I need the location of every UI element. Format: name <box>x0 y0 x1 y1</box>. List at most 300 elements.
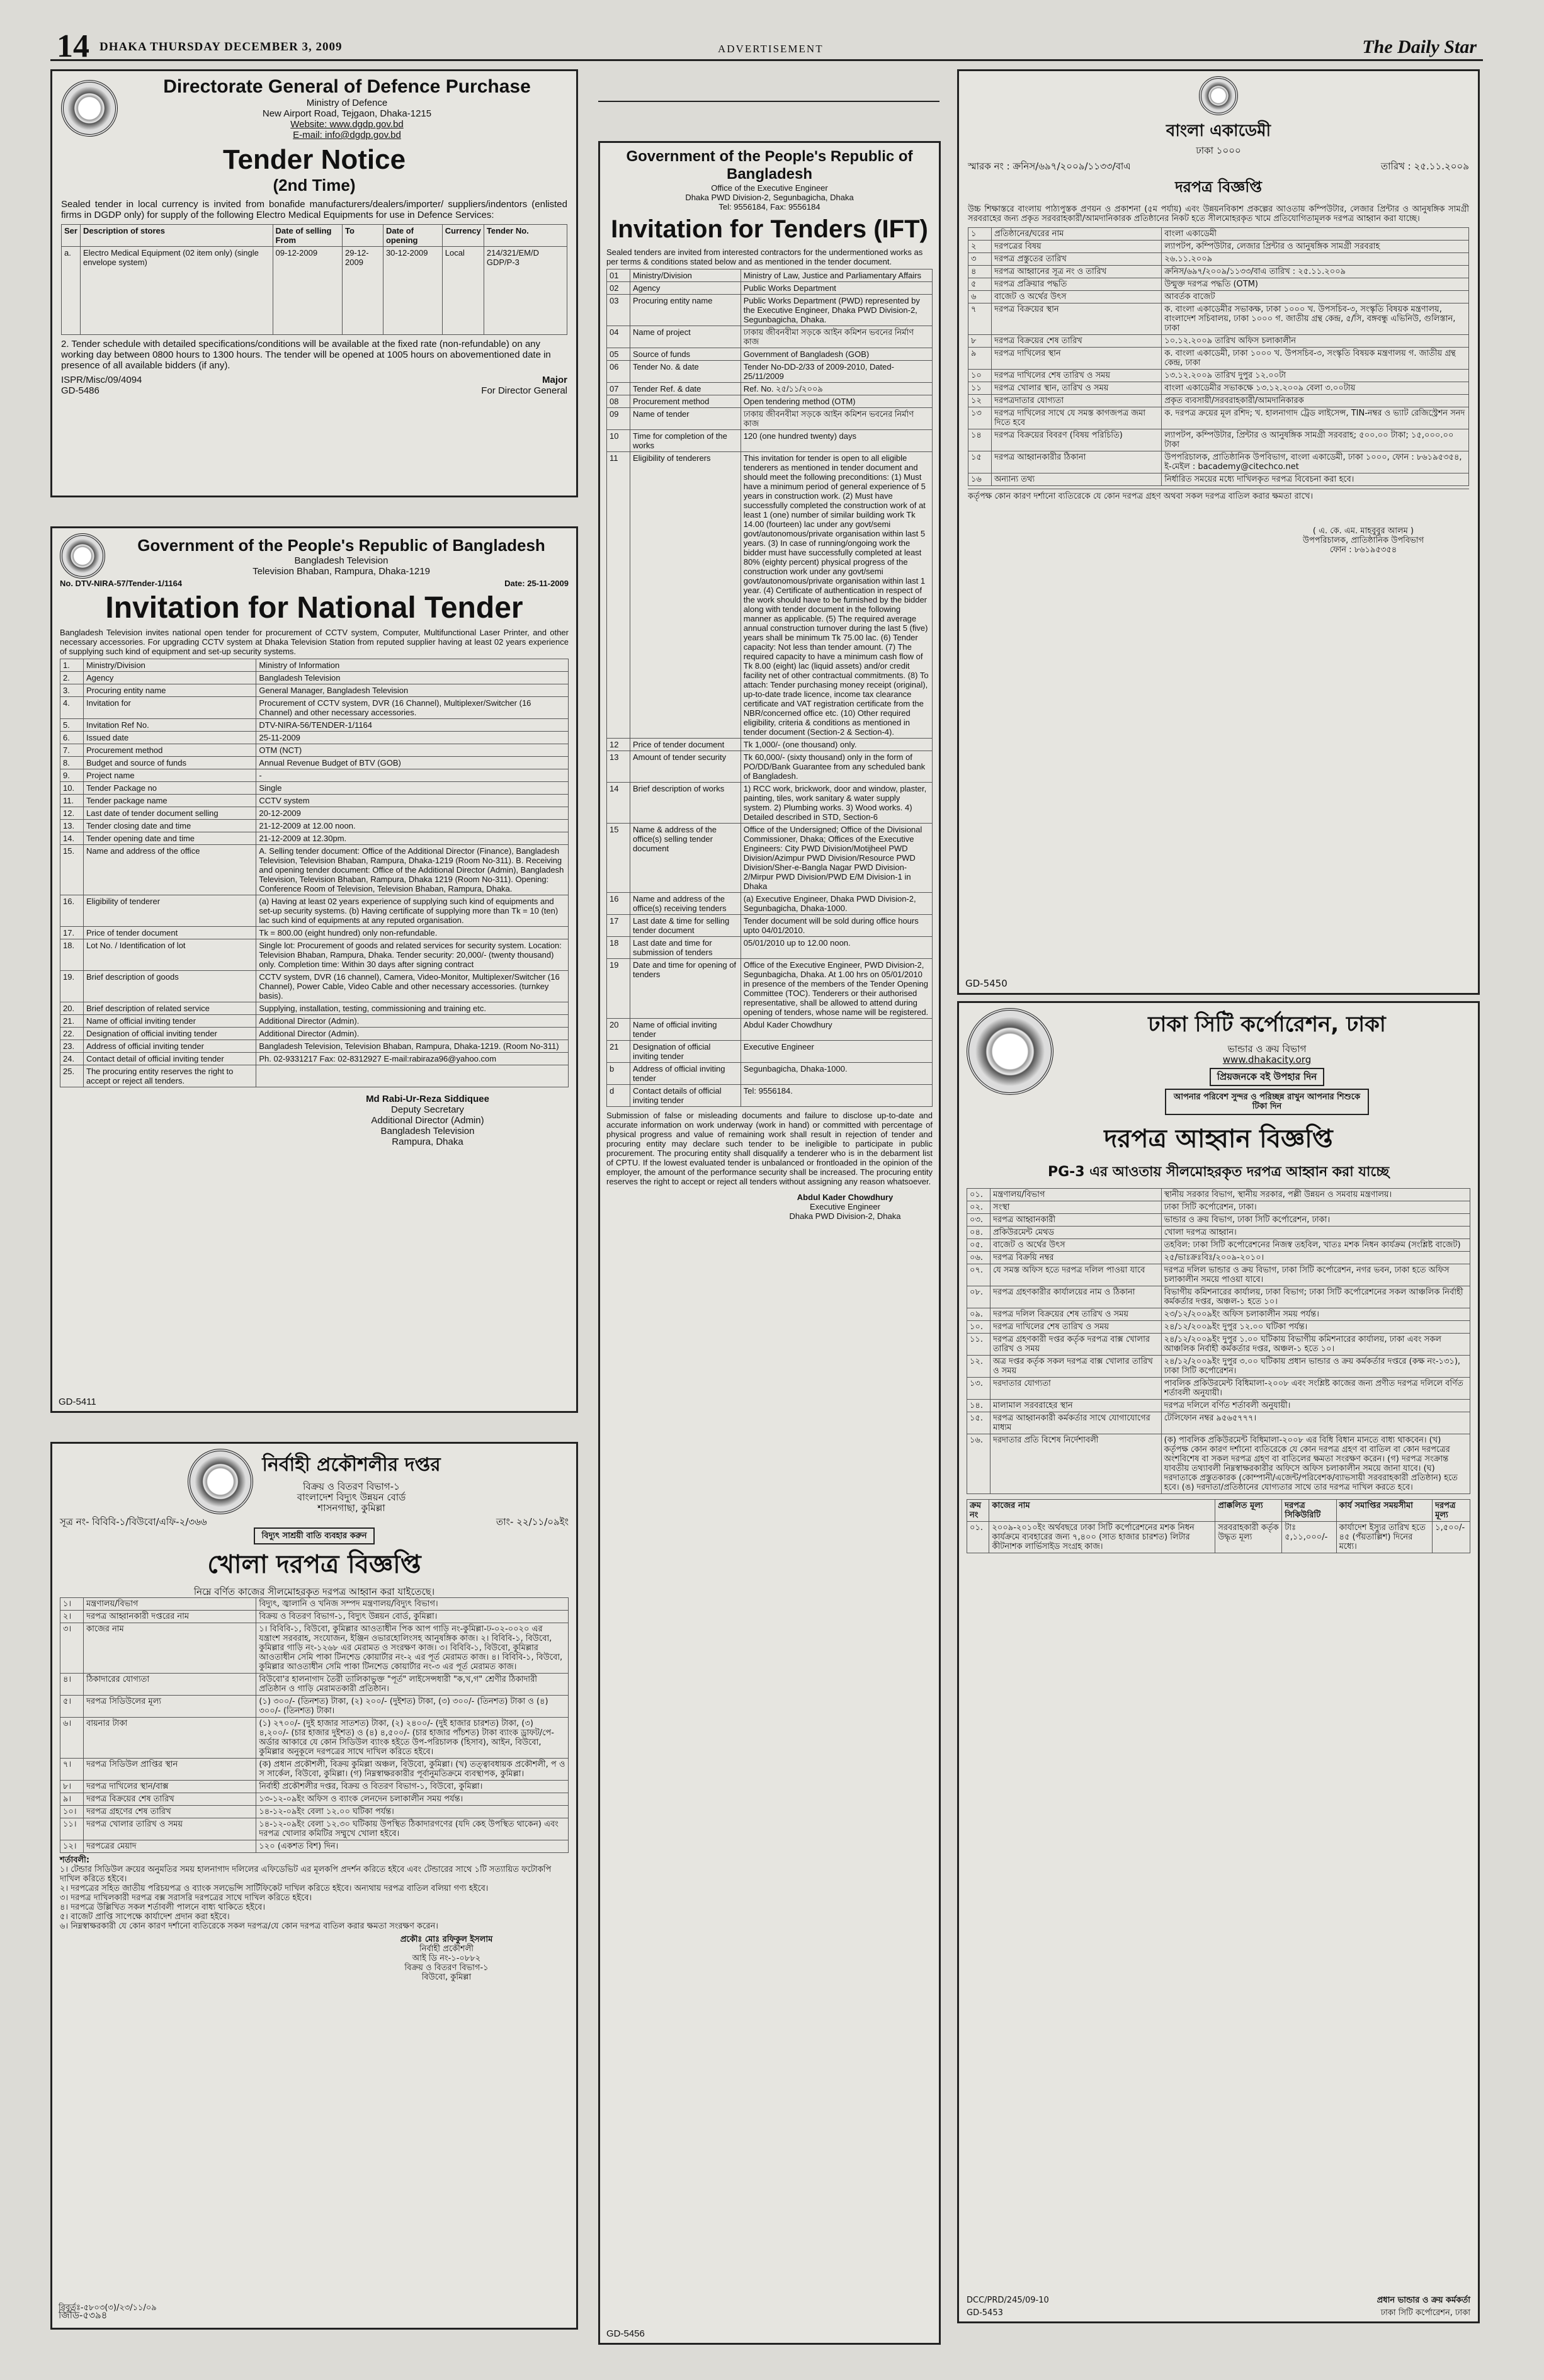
table-cell: দরপত্র আহ্বানকারী <box>991 1214 1162 1227</box>
table-cell: 21-12-2009 at 12.30pm. <box>256 832 569 845</box>
ddp-note: 2. Tender schedule with detailed specifications/conditions will be available at the fixed rate (non-refundable) on any working day between 0800 hours to 1300 hours. The tender will be opened at 1005 hours on abovementioned date in presence of all available bidders (if any). <box>61 339 551 371</box>
td: a. <box>62 247 81 335</box>
th: ক্রম নং <box>967 1500 989 1522</box>
table-cell: Additional Director (Admin). <box>256 1028 569 1040</box>
table-cell: This invitation for tender is open to all eligible tenderers as mentioned in tender document and should meet the following preconditions: (1) Must have a minimum period of general experience of 5 years in construction work. (2) Must have successfully completed the construction work of at least 1 (one) number of similar building work Tk 14.00 (fourteen) lac under any govt/semi govt/autonomous/private organisation within last 5 years. (3) In case of running/ongoing work the bidder must have successfully completed at least 80% (eighty percent) physical progress of the construction work under any govt/semi govt/autonomous/private organisation within last 1 year. (4) Certificate of authentication in respect of the work should have to be furnished by the bidder along with tender document in the following manner as applicable. (5) The required average annual construction turnover during the last 5 (five) years shall be minimum Tk 75.00 lac. (6) Tender capacity: Not less than tender amount. (7) The required capacity to have a minimum cash flow of Tk 8.00 (eight) lac (liquid assets) and/or credit facility net of other contractual commitments. (8) To attach: Tender purchasing money receipt (original), up-to-date trade licence, income tax clearance certificate and VAT registration certificate from the NBR/concerned office etc. (10) Other required eligibility, criteria & conditions as mentioned in tender document (Section-2 & Section-4). <box>741 452 932 739</box>
table-cell: সংস্থা <box>991 1201 1162 1214</box>
academy-memo: স্মারক নং : ক্রনিস/৬৯৭/২০০৯/১১৩৩/বাএ <box>968 161 1131 172</box>
table-cell: 21 <box>607 1041 630 1063</box>
dcc-heading: দরপত্র আহ্বান বিজ্ঞপ্তি <box>1104 1125 1333 1153</box>
table-cell: 12 <box>607 739 630 751</box>
th: Date of opening <box>383 225 442 247</box>
ad-bangla-academy <box>957 69 1480 995</box>
table-row <box>607 361 933 383</box>
table-cell: ভান্ডার ও ক্রয় বিভাগ, ঢাকা সিটি কর্পোরেশন, ঢাকা। <box>1161 1214 1470 1227</box>
table-cell: Procurement method <box>84 744 256 757</box>
btv-signer: Rampura, Dhaka <box>392 1136 463 1147</box>
nirbahi-heading: খোলা দরপত্র বিজ্ঞপ্তি <box>207 1550 421 1579</box>
table-row <box>968 291 1469 303</box>
table-cell: বাংলা একাডেমীর সভাকক্ষে ১৩.১২.২০০৯ বেলা ৩.০০টায় <box>1162 382 1469 395</box>
table-cell: Name of tender <box>630 408 741 430</box>
nirbahi-signer: বিউবো, কুমিল্লা <box>421 1973 472 1982</box>
academy-logo-icon <box>1199 76 1238 115</box>
table-cell: 09 <box>607 408 630 430</box>
table-row <box>967 1239 1470 1252</box>
table-cell: ১৪-১২-০৯ইং বেলা ১২.৩০ ঘটিকায় উপস্থিত ঠিকাদারগণের (যদি কেহ উপস্থিত থাকেন) এবং দরপত্র খোলার কমিটির সম্মুখে খোলা হইবে। <box>256 1818 569 1840</box>
nirbahi-sub: বিক্রয় ও বিতরণ বিভাগ-১ <box>303 1481 400 1492</box>
table-cell: বাজেট ও অর্থের উৎস <box>992 291 1162 303</box>
th: দরপত্র মূল্য <box>1433 1500 1470 1522</box>
table-cell: দরপত্র খোলার স্থান, তারিখ ও সময় <box>992 382 1162 395</box>
table-cell: ১৫. <box>967 1412 991 1434</box>
ad-pwd-ift <box>598 141 941 2345</box>
table-cell: Tender Ref. & date <box>630 383 741 395</box>
table-row <box>607 915 933 937</box>
table-cell: তহবিল: ঢাকা সিটি কর্পোরেশনের নিজস্ব তহবিল, খাতঃ মশক নিধন কার্যক্রম (সংশ্লিষ্ট বাজেট) <box>1161 1239 1470 1252</box>
table-cell: দরপত্র আহ্বানকারী কর্মকর্তার সাথে যোগাযোগের মাধ্যম <box>991 1412 1162 1434</box>
table-cell: ৯। <box>60 1793 84 1806</box>
table-cell: ৬। <box>60 1718 84 1759</box>
table-row <box>968 370 1469 382</box>
table-cell: Designation of official inviting tender <box>630 1041 741 1063</box>
table-cell: ২৩/১২/২০০৯ইং অফিস চলাকালীন সময় পর্যন্ত। <box>1161 1308 1470 1321</box>
table-row <box>607 1063 933 1085</box>
table-cell: d <box>607 1085 630 1107</box>
th: Ser <box>62 225 81 247</box>
table-cell: বিক্রয় ও বিতরণ বিভাগ-১, বিদ্যুৎ উন্নয়ন বোর্ড, কুমিল্লা। <box>256 1611 569 1623</box>
table-cell: ১১. <box>967 1334 991 1356</box>
table-cell: ১১। <box>60 1818 84 1840</box>
note-item: ২। দরপত্রের সহিত জাতীয় পরিচয়পত্র ও ব্যাংক সলভেন্সি সার্টিফিকেট দাখিল করিতে হইবে। অন্যথায় দরপত্র বাতিল বলিয়া গণ্য হইবে। <box>60 1884 489 1893</box>
table-cell: Ministry of Law, Justice and Parliamentary Affairs <box>741 269 932 282</box>
table-row <box>967 1201 1470 1214</box>
bpdb-logo-icon <box>188 1449 253 1514</box>
table-cell: 1) RCC work, brickwork, door and window, plaster, painting, tiles, work sanitary & water supply system. 2) Plumbing works. 3) Wood works. 4) Detailed described in STD, Section-6 <box>741 783 932 824</box>
nirbahi-gd: জিডি-৫৩৯৪ <box>59 2309 108 2321</box>
table-cell: দরপত্র বিক্রয়ের শেষ তারিখ <box>84 1793 256 1806</box>
table-row <box>607 1041 933 1063</box>
table-row <box>60 1806 569 1818</box>
table-cell: 19 <box>607 959 630 1019</box>
table-cell: Ministry/Division <box>630 269 741 282</box>
table-cell: Ministry/Division <box>84 659 256 672</box>
table-cell: 15 <box>607 824 630 893</box>
table-cell: 120 (one hundred twenty) days <box>741 430 932 452</box>
table-cell: Procurement method <box>630 395 741 408</box>
td: 29-12-2009 <box>343 247 383 335</box>
table-cell: ০৭. <box>967 1264 991 1286</box>
table-cell: Name and address of the office <box>84 845 256 895</box>
table-cell: 25. <box>60 1065 84 1087</box>
table-row <box>60 697 569 719</box>
table-row <box>60 939 569 971</box>
dcc-dept: ভান্ডার ও ক্রয় বিভাগ <box>1227 1043 1307 1055</box>
table-cell: ক. বাংলা একাডেমী, ঢাকা ১০০০ খ. উপসচিব-৩, সংস্কৃতি বিষয়ক মন্ত্রণালয় গ. জাতীয় গ্রন্থ কেন্দ্র, ঢাকা <box>1162 348 1469 370</box>
table-cell: 12. <box>60 807 84 820</box>
table-cell: ২৫/ভাঃক্রঃবিঃ/২০০৯-২০১০। <box>1161 1252 1470 1264</box>
table-row <box>968 348 1469 370</box>
btv-date: Date: 25-11-2009 <box>504 579 569 588</box>
table-cell: 25-11-2009 <box>256 732 569 744</box>
ddp-table <box>61 224 567 335</box>
academy-signer: ফোন : ৮৬১৯৫৩৫৪ <box>1329 545 1397 555</box>
table-row <box>607 452 933 739</box>
table-cell: (a) Having at least 02 years experience of supplying such kind of equipments and set-up security systems. (b) Having certificate of supplying more than Tk = 10 (ten) lac such kind of equipments at any reputed organisation. <box>256 895 569 927</box>
td: Electro Medical Equipment (02 item only) (single envelope system) <box>80 247 273 335</box>
table-cell: ল্যাপটপ, কম্পিউটার, প্রিন্টার ও আনুষঙ্গিক সামগ্রী সরবরাহ; ৫০০.০০ টাকা; ১৫,০০০.০০ টাকা <box>1162 429 1469 451</box>
btv-signer: Deputy Secretary <box>391 1104 464 1115</box>
dcc-table <box>967 1188 1470 1494</box>
td: 214/321/EM/D GDP/P-3 <box>484 247 567 335</box>
table-cell: ১৩.১২.২০০৯ তারিখ দুপুর ১২.০০টা <box>1162 370 1469 382</box>
btv-signer: Bangladesh Television <box>380 1126 475 1136</box>
table-row <box>607 326 933 348</box>
table-cell: 23. <box>60 1040 84 1053</box>
table-cell: Address of official inviting tender <box>630 1063 741 1085</box>
table-cell: দরপত্রদাতার যোগ্যতা <box>992 395 1162 407</box>
table-row <box>60 1781 569 1793</box>
table-cell: ০১. <box>967 1189 991 1201</box>
nirbahi-signer: আই ডি নং-১-০৮৮২ <box>412 1954 481 1963</box>
table-row <box>60 659 569 672</box>
dcc-signer: প্রধান ভান্ডার ও ক্রয় কর্মকর্তা <box>1377 2296 1470 2305</box>
table-cell: Agency <box>84 672 256 684</box>
dcc-slogan: আপনার পরিবেশ সুন্দর ও পরিচ্ছন্ন রাখুন আপনার শিশুকে টিকা দিন <box>1165 1089 1369 1115</box>
table-cell: 01 <box>607 269 630 282</box>
table-cell: দরপত্র আহ্বানকারীর ঠিকানা <box>992 451 1162 473</box>
ddp-intro: Sealed tender in local currency is invited from bonafide manufacturers/dealers/importer/ suppliers/indentors (enlisted firms in DGDP only) for supply of the following Electro Medical Equipments for use in Defence Services: <box>61 199 567 220</box>
table-cell: দরপত্র আহ্বানকারী দপ্তরের নাম <box>84 1611 256 1623</box>
nirbahi-memo: সূত্র নং- বিবিবি-১/বিউবো/এফি-২/৩৬৬ <box>60 1516 207 1527</box>
pwd-line: Office of the Executive Engineer <box>711 183 828 193</box>
academy-name: বাংলা একাডেমী <box>1166 122 1271 140</box>
table-cell: ০৪. <box>967 1227 991 1239</box>
table-cell: পাবলিক প্রকিউরমেন্ট বিধিমালা-২০০৮ এবং সংশ্লিষ্ট কাজের জন্য প্রণীত দরপত্র দলিলে বর্ণিত শর্তাবলী অনুযায়ী। <box>1161 1378 1470 1400</box>
table-cell: Single lot: Procurement of goods and related services for security system. Location: Television Bhaban, Rampura, Dhaka. Tender security: 20,000/- (twenty thousand) only. Completion time: Within 30 days after signing contract <box>256 939 569 971</box>
table-row <box>607 937 933 959</box>
table-cell: দরপত্র দাখিলের স্থান/বাক্স <box>84 1781 256 1793</box>
dcc-gd: GD-5453 <box>967 2308 1003 2318</box>
table-cell: ঠিকাদারের যোগ্যতা <box>84 1674 256 1696</box>
table-row <box>607 751 933 783</box>
academy-gd: GD-5450 <box>965 978 1008 989</box>
table-cell: 06 <box>607 361 630 383</box>
btv-intro: Bangladesh Television invites national open tender for procurement of CCTV system, Computer, Multifunctional Laser Printer, and other necessary accessories. For upgrading CCTV system at Dhaka Television Station from reputed supplier having at least 02 years experience of supplying such kind of equipment and set-up security systems. <box>60 628 569 656</box>
td: 30-12-2009 <box>383 247 442 335</box>
table-cell: 16. <box>60 895 84 927</box>
table-row <box>968 253 1469 266</box>
table-row <box>60 820 569 832</box>
table-cell: দরপত্র দাখিলের স্থান <box>992 348 1162 370</box>
nirbahi-sub: বাংলাদেশ বিদ্যুৎ উন্নয়ন বোর্ড <box>297 1492 406 1503</box>
nirbahi-signer: বিক্রয় ও বিতরণ বিভাগ-১ <box>404 1963 489 1973</box>
table-cell: দরপত্র বিক্রয়ের বিবরণ (বিষয় পরিচিতি) <box>992 429 1162 451</box>
table-cell: 19. <box>60 971 84 1002</box>
table-cell: 10. <box>60 782 84 795</box>
table-cell: Bangladesh Television <box>256 672 569 684</box>
table-cell: 03 <box>607 295 630 326</box>
pwd-signer: Dhaka PWD Division-2, Dhaka <box>789 1211 901 1221</box>
btv-signer: Additional Director (Admin) <box>371 1115 484 1126</box>
table-row <box>60 832 569 845</box>
table-cell: Tender opening date and time <box>84 832 256 845</box>
table-cell: Contact details of official inviting tender <box>630 1085 741 1107</box>
table-row <box>967 1252 1470 1264</box>
table-cell: ১১ <box>968 382 992 395</box>
table-cell: Last date & time for selling tender document <box>630 915 741 937</box>
table-cell: নির্ধারিত সময়ের মধ্যে দাখিলকৃত দরপত্র বিবেচনা করা হবে। <box>1162 473 1469 486</box>
academy-intro: উচ্চ শিক্ষাস্তরে বাংলায় পাঠ্যপুস্তক প্রণয়ন ও প্রকাশনা (৫ম পর্যায়) এবং উন্নয়নবিকাশ প্রকল্পের আওতায় কম্পিউটার, লেজার প্রিন্টার ও আনুষঙ্গিক সামগ্রী সরবরাহের জন্য প্রকৃত সরবরাহকারী/আমদানিকারক প্রতিষ্ঠানের নিকট হতে সীলমোহরকৃত খামে প্রতিযোগিতামূলক দরপত্র আহ্বান করা যাচ্ছে। <box>968 205 1469 224</box>
table-cell: 7. <box>60 744 84 757</box>
table-cell: দরপত্র সিডিউল প্রাপ্তির স্থান <box>84 1759 256 1781</box>
table-cell: ৭ <box>968 303 992 335</box>
table-cell: ৬ <box>968 291 992 303</box>
table-cell: দরপত্র দাখিলের শেষ তারিখ ও সময় <box>992 370 1162 382</box>
table-cell: 8. <box>60 757 84 769</box>
table-cell: 11 <box>607 452 630 739</box>
table-cell: Address of official inviting tender <box>84 1040 256 1053</box>
table-cell: বিউবো'র হালনাগাদ তৈরী তালিকাভুক্ত "পূর্ত" লাইসেন্সধারী "ক,খ,গ" শ্রেণীর ঠিকাদারী প্রতিষ্ঠান ও গাড়ি মেরামতকারী প্রতিষ্ঠান। <box>256 1674 569 1696</box>
table-row <box>968 382 1469 395</box>
table-cell: Budget and source of funds <box>84 757 256 769</box>
table-cell: Eligibility of tenderer <box>84 895 256 927</box>
th: কাজের নাম <box>989 1500 1215 1522</box>
pwd-heading: Invitation for Tenders (IFT) <box>611 215 928 243</box>
table-cell: 11. <box>60 795 84 807</box>
table-row <box>607 430 933 452</box>
table-row <box>60 1696 569 1718</box>
table-cell: 13. <box>60 820 84 832</box>
table-cell: 10 <box>607 430 630 452</box>
table-cell: Invitation Ref No. <box>84 719 256 732</box>
table-cell: প্রকৃত ব্যবসায়ী/সরবরাহকারী/আমদানিকারক <box>1162 395 1469 407</box>
table-cell: Lot No. / Identification of lot <box>84 939 256 971</box>
td: 09-12-2009 <box>273 247 342 335</box>
table-row <box>967 1214 1470 1227</box>
table-row <box>968 278 1469 291</box>
nirbahi-signer: প্রকৌঃ মোঃ রফিকুল ইসলাম <box>400 1935 493 1944</box>
table-cell: (ক) পাবলিক প্রকিউরমেন্ট বিধিমালা-২০০৮ এর বিধি বিধান মানতে বাধ্য থাকবেন। (খ) কর্তৃপক্ষ কোন কারণ দর্শানো ব্যতিরেকে যে কোন দরপত্র গ্রহণ বা বাতিল বা কোন দরপত্রের অংশবিশেষ বা সকল দরপত্র গ্রহণ বা বাতিলের ক্ষমতা সংরক্ষণ করেন। (গ) দরপত্র সংক্রান্ত যাবতীয় তথ্যাবলী নিম্নস্বাক্ষরকারীর অফিসে অফিস চলাকালীন সময়ে জানা যাবে। (ঘ) দরদাতাকে প্রস্তুতকারক (কোম্পানী/এজেন্ট/পরিবেশক/ব্যাভসায়ী সরবরাহকারী প্রতিষ্ঠান) হতে হবে। (ঙ) দরদাতা/প্রতিষ্ঠানের যোগ্যতার সাথে তার দরপত্র দাখিল করতে হবে। <box>1161 1434 1470 1494</box>
th: Description of stores <box>80 225 273 247</box>
table-cell: 2. <box>60 672 84 684</box>
table-row <box>60 1028 569 1040</box>
table-cell: মন্ত্রণালয়/বিভাগ <box>991 1189 1162 1201</box>
table-cell: - <box>256 769 569 782</box>
table-cell: দরপত্র বিক্রয়ের শেষ তারিখ <box>992 335 1162 348</box>
table-cell: (a) Executive Engineer, Dhaka PWD Division-2, Segunbagicha, Dhaka-1000. <box>741 893 932 915</box>
table-cell: Project name <box>84 769 256 782</box>
table-cell: ১। <box>60 1598 84 1611</box>
table-cell: ১৬. <box>967 1434 991 1494</box>
table-cell: 20. <box>60 1002 84 1015</box>
table-row <box>968 241 1469 253</box>
table-row <box>60 1053 569 1065</box>
table-row <box>607 959 933 1019</box>
td: ০১. <box>967 1522 989 1553</box>
table-cell: 21-12-2009 at 12.00 noon. <box>256 820 569 832</box>
table-cell: ৮। <box>60 1781 84 1793</box>
table-row <box>60 1040 569 1053</box>
table-cell: CCTV system <box>256 795 569 807</box>
table-cell: Procuring entity name <box>84 684 256 697</box>
table-row <box>967 1400 1470 1412</box>
ddp-heading: Tender Notice <box>222 144 406 175</box>
table-cell: 1. <box>60 659 84 672</box>
table-cell: DTV-NIRA-56/TENDER-1/1164 <box>256 719 569 732</box>
table-cell: নির্বাহী প্রকৌশলীর দপ্তর, বিক্রয় ও বিতরণ বিভাগ-১, বিউবো, কুমিল্লা। <box>256 1781 569 1793</box>
pwd-footnote: Submission of false or misleading documents and failure to disclose up-to-date and accurate information on work underway (work in hand) or committed with percentage of physical progress and value of remaining work shall result in rejection of tender and procuring entity may declare such tender to be ineligible to participate in public procurement. The procuring entity shall disqualify a tenderer who is in the debarment list of CPTU. If the lowest evaluated tender is unbalanced or frontloaded in the opinion of the employer, the amount of the performance security shall be increased. The procuring entity reserves the right to accept or reject all tenders without assigning any reason whatsoever. <box>606 1111 933 1186</box>
table-cell: ৭। <box>60 1759 84 1781</box>
table-row <box>60 1015 569 1028</box>
table-cell: ০৫. <box>967 1239 991 1252</box>
table-cell: Abdul Kader Chowdhury <box>741 1019 932 1041</box>
table-row <box>967 1434 1470 1494</box>
table-cell: ১৬ <box>968 473 992 486</box>
table-cell: ৫ <box>968 278 992 291</box>
table-cell: Name of official inviting tender <box>84 1015 256 1028</box>
table-row <box>60 1611 569 1623</box>
table-row <box>607 824 933 893</box>
table-cell: দরদাতার প্রতি বিশেষ নির্দেশাবলী <box>991 1434 1162 1494</box>
table-cell: ১০.১২.২০০৯ তারিখ অফিস চলাকালীন <box>1162 335 1469 348</box>
table-cell: Contact detail of official inviting tender <box>84 1053 256 1065</box>
academy-footer: কর্তৃপক্ষ কোন কারণ দর্শানো ব্যতিরেকে যে কোন দরপত্র গ্রহণ অথবা সকল দরপত্র বাতিল করার ক্ষমতা রাখে। <box>968 489 1469 501</box>
table-cell: মন্ত্রণালয়/বিভাগ <box>84 1598 256 1611</box>
table-cell: উন্মুক্ত দরপত্র পদ্ধতি (OTM) <box>1162 278 1469 291</box>
table-cell: Price of tender document <box>84 927 256 939</box>
table-cell: আবর্তক বাজেট <box>1162 291 1469 303</box>
table-cell: OTM (NCT) <box>256 744 569 757</box>
table-cell: 21. <box>60 1015 84 1028</box>
table-cell: Tender Package no <box>84 782 256 795</box>
table-cell: ২ <box>968 241 992 253</box>
table-row <box>967 1334 1470 1356</box>
table-cell: 05/01/2010 up to 12.00 noon. <box>741 937 932 959</box>
table-cell: স্থানীয় সরকার বিভাগ, স্থানীয় সরকার, পল্লী উন্নয়ন ও সমবায় মন্ত্রণালয়। <box>1161 1189 1470 1201</box>
table-row <box>60 1598 569 1611</box>
table-cell: ক. বাংলা একাডেমীর সভাকক্ষ, ঢাকা ১০০০ খ. উপসচিব-৩, সংস্কৃতি বিষয়ক মন্ত্রণালয়, বাংলাদেশ সচিবালয়, ঢাকা ১০০০ গ. জাতীয় গ্রন্থ কেন্দ্র, ৫/সি, বঙ্গবন্ধু এভিনিউ, গুলিস্তান, ঢাকা <box>1162 303 1469 335</box>
table-cell: Brief description of works <box>630 783 741 824</box>
table-row <box>607 783 933 824</box>
table-cell: ক. দরপত্র ক্রয়ের মূল রশিদ; খ. হালনাগাদ ট্রেড লাইসেন্স, TIN-নম্বর ও ভ্যাট রেজিস্ট্রেশন সনদ <box>1162 407 1469 429</box>
table-cell: খোলা দরপত্র আহ্বান। <box>1161 1227 1470 1239</box>
dcc-signer: ঢাকা সিটি কর্পোরেশন, ঢাকা <box>1380 2308 1470 2318</box>
table-cell: দরপত্র গ্রহণের শেষ তারিখ <box>84 1806 256 1818</box>
table-cell: ১২। <box>60 1840 84 1853</box>
table-cell: বাজেট ও অর্থের উৎস <box>991 1239 1162 1252</box>
table-row <box>60 807 569 820</box>
btv-no: No. DTV-NIRA-57/Tender-1/1164 <box>60 579 183 588</box>
dcc-items-table <box>967 1499 1470 1553</box>
ad-btv-tender <box>50 526 578 1413</box>
table-cell: Last date of tender document selling <box>84 807 256 820</box>
table-cell: ২। <box>60 1611 84 1623</box>
table-cell: ঢাকায় জীবনবীমা সড়কে আইন কমিশন ভবনের নির্মাণ কাজ <box>741 408 932 430</box>
dcc-slogan: প্রিয়জনকে বই উপহার দিন <box>1210 1068 1325 1086</box>
table-cell: 18. <box>60 939 84 971</box>
btv-govt: Government of the People's Republic of Bangladesh <box>137 535 545 555</box>
table-cell: Name & address of the office(s) selling tender document <box>630 824 741 893</box>
table-cell: General Manager, Bangladesh Television <box>256 684 569 697</box>
th: Currency <box>442 225 484 247</box>
table-cell: Brief description of goods <box>84 971 256 1002</box>
table-cell: দরপত্র দাখিলের সাথে যে সমস্ত কাগজপত্র জমা দিতে হবে <box>992 407 1162 429</box>
table-row <box>60 1759 569 1781</box>
table-cell: 02 <box>607 282 630 295</box>
ddp-title: Directorate General of Defence Purchase <box>163 76 531 97</box>
table-row <box>968 335 1469 348</box>
ddp-ref: ISPR/Misc/09/4094 <box>61 375 142 385</box>
academy-signer: ( এ. কে. এম. মাহবুবুর আলম ) <box>1312 526 1414 536</box>
table-cell: ৩ <box>968 253 992 266</box>
table-cell: ১২ <box>968 395 992 407</box>
table-row <box>607 1019 933 1041</box>
btv-org: Bangladesh Television <box>294 555 389 566</box>
ad-dhaka-city-corporation <box>957 1001 1480 2323</box>
table-cell: b <box>607 1063 630 1085</box>
ddp-subheading: (2nd Time) <box>273 176 356 195</box>
table-row <box>968 451 1469 473</box>
table-row <box>968 228 1469 241</box>
dcc-logo-icon <box>967 1008 1053 1095</box>
table-cell: মালামাল সরবরাহের স্থান <box>991 1400 1162 1412</box>
academy-signer: উপপরিচালক, প্রাতিষ্ঠানিক উপবিভাগ <box>1302 536 1424 545</box>
table-cell: দরদাতার যোগ্যতা <box>991 1378 1162 1400</box>
ddp-email[interactable]: E-mail: info@dgdp.gov.bd <box>293 130 401 140</box>
table-cell: Tender closing date and time <box>84 820 256 832</box>
table-cell: Executive Engineer <box>741 1041 932 1063</box>
table-cell: 14. <box>60 832 84 845</box>
table-row <box>967 1227 1470 1239</box>
table-cell: দরপত্র আহ্বানের সূত্র নং ও তারিখ <box>992 266 1162 278</box>
ddp-signer: For Director General <box>481 385 567 396</box>
table-cell: Tel: 9556184. <box>741 1085 932 1107</box>
th: দরপত্র সিকিউরিটি <box>1282 1500 1336 1522</box>
ad-pdb-tender <box>50 1442 578 2330</box>
nirbahi-sub: শাসনগাছা, কুমিল্লা <box>317 1502 385 1514</box>
table-cell: 08 <box>607 395 630 408</box>
table-cell: ১ <box>968 228 992 241</box>
dgdp-emblem-icon <box>61 80 118 137</box>
dcc-website[interactable]: www.dhakacity.org <box>1222 1054 1312 1065</box>
table-cell: ১০ <box>968 370 992 382</box>
table-cell: ১৪-১২-০৯ইং বেলা ১২.০০ ঘটিকা পর্যন্ত। <box>256 1806 569 1818</box>
table-cell: Supplying, installation, testing, commissioning and training etc. <box>256 1002 569 1015</box>
table-cell: ল্যাপটপ, কম্পিউটার, লেজার প্রিন্টার ও আনুষঙ্গিক সামগ্রী সরবরাহ <box>1162 241 1469 253</box>
table-cell: Tk 1,000/- (one thousand) only. <box>741 739 932 751</box>
table-cell: Tender document will be sold during office hours upto 04/01/2010. <box>741 915 932 937</box>
table-cell: Office of the Undersigned; Office of the Divisional Commissioner, Dhaka; Offices of the Executive Engineers: City PWD Division/Motijheel PWD Division/Azimpur PWD Division/Resource PWD Division/Sher-e-Bangla Nagar PWD Division-2/Mirpur PWD Division/PWD E/M Division-1 in Dhaka <box>741 824 932 893</box>
table-cell: ২৪/১২/২০০৯ইং দুপুর ১২.০০ ঘটিকা পর্যন্ত। <box>1161 1321 1470 1334</box>
table-cell: দরপত্র দলিল বিক্রয়ের শেষ তারিখ ও সময় <box>991 1308 1162 1321</box>
table-cell: Public Works Department <box>741 282 932 295</box>
table-cell: 4. <box>60 697 84 719</box>
table-cell: 9. <box>60 769 84 782</box>
table-row <box>967 1356 1470 1378</box>
table-cell: দরপত্র প্রক্রিয়ার পদ্ধতি <box>992 278 1162 291</box>
table-cell: Date and time for opening of tenders <box>630 959 741 1019</box>
table-cell: Procuring entity name <box>630 295 741 326</box>
table-cell: Public Works Department (PWD) represented by the Executive Engineer, Dhaka PWD Division-2, Segunbagicha, Dhaka. <box>741 295 932 326</box>
table-row <box>968 266 1469 278</box>
table-cell: দরপত্র দাখিলের শেষ তারিখ ও সময় <box>991 1321 1162 1334</box>
table-cell: 20-12-2009 <box>256 807 569 820</box>
ddp-website[interactable]: Website: www.dgdp.gov.bd <box>290 119 404 130</box>
table-row <box>968 395 1469 407</box>
table-cell: Procurement of CCTV system, DVR (16 Channel), Multiplexer/Switcher (16 Channel) and other necessary accessories. <box>256 697 569 719</box>
btv-addr: Television Bhaban, Rampura, Dhaka-1219 <box>253 565 430 577</box>
table-cell: (১) ৩০০/- (তিনশত) টাকা, (২) ২০০/- (দুইশত) টাকা, (৩) ৩০০/- (তিনশত) টাকা ও (৪) ৩০০/- (তিনশত) টাকা। <box>256 1696 569 1718</box>
